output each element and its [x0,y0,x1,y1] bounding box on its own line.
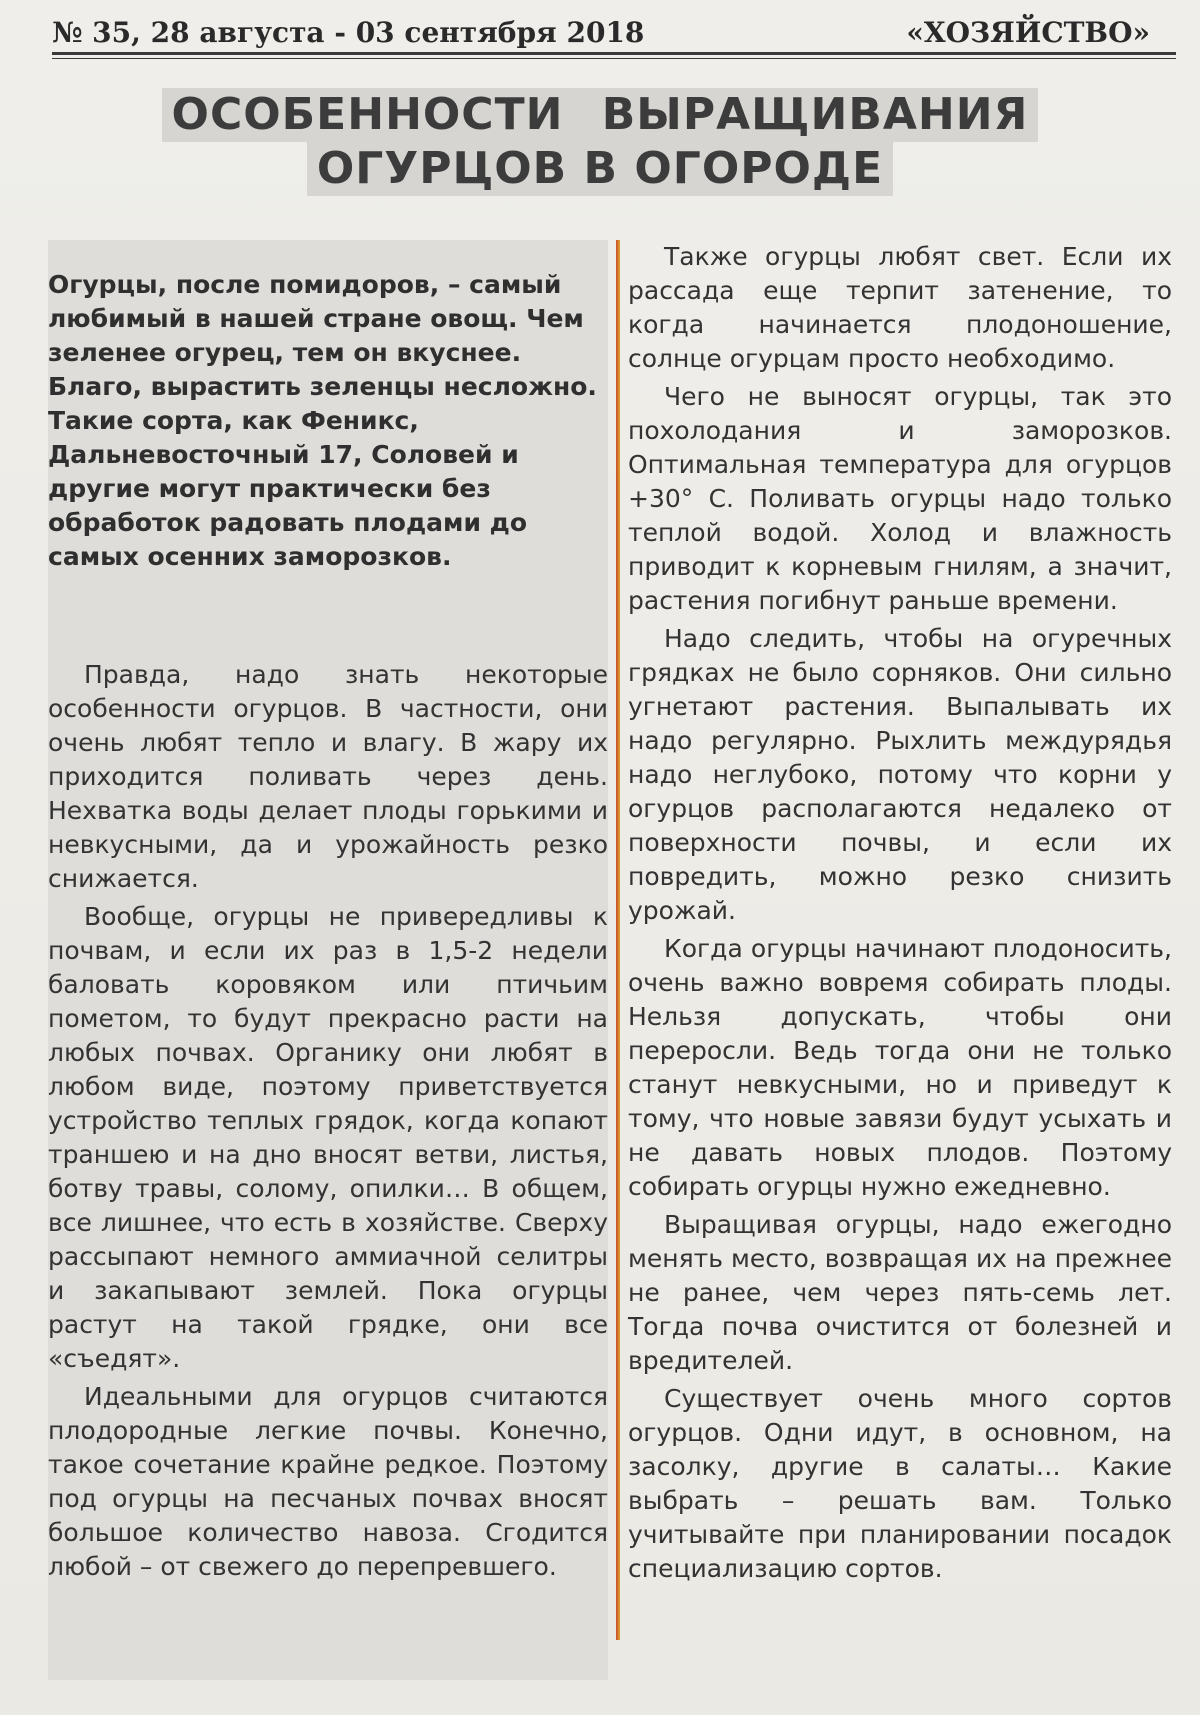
column-divider [616,240,620,1640]
left-body [48,658,608,1588]
page-header [52,12,1150,56]
article-columns [48,240,1172,1680]
paragraph: Надо следить, чтобы на огуречных грядках не было сорняков. Они сильно угнетают растения. Выпалывать их надо регулярно. Рыхлить междурядья надо неглубоко, потому что корни у огурцов располагаются недалеко от поверхности почвы, и если их повредить, можно резко снизить урожай. [628,624,1172,925]
paragraph: Выращивая огурцы, надо ежегодно менять место, возвращая их на прежнее не ранее, чем через пять-семь лет. Тогда почва очистится от болезней и вредителей. [628,1210,1172,1375]
paragraph: Идеальными для огурцов считаются плодородные легкие почвы. Конечно, такое сочетание крайне редкое. Поэтому под огурцы на песчаных почвах вносят большое количество навоза. Сгодится любой – от свежего до перепревшего. [48,1382,608,1581]
issue-info: № 35, 28 августа - 03 сентября 2018 [52,16,645,49]
lead-paragraph: Огурцы, после помидоров, – самый любимый в нашей стране овощ. Чем зеленее огурец, тем он вкуснее. Благо, вырастить зеленцы несложно. Такие сорта, как Феникс, Дальневосточный 17, Соловей и другие могут практически без обработок радовать плодами до самых осенних заморозков. [48,270,597,571]
right-column [628,240,1172,1680]
paragraph: Чего не выносят огурцы, так это похолодания и заморозков. Оптимальная температура для огурцов +30° С. Поливать огурцы надо только теплой водой. Холод и влажность приводит к корневым гнилям, а значит, растения погибнут раньше времени. [628,382,1172,615]
paragraph: Вообще, огурцы не привередливы к почвам, и если их раз в 1,5-2 недели баловать коровяком или птичьим пометом, то будут прекрасно расти на любых почвах. Органику они любят в любом виде, поэтому приветствуется устройство теплых грядок, когда копают траншею и на дно вносят ветви, листья, ботву травы, солому, опилки… В общем, все лишнее, что есть в хозяйстве. Сверху рассыпают немного аммиачной селитры и закапывают землей. Пока огурцы растут на такой грядке, они все «съедят». [48,902,608,1373]
paragraph: Когда огурцы начинают плодоносить, очень важно вовремя собирать плоды. Нельзя допускать, чтобы они переросли. Ведь тогда они не только станут невкусными, но и приведут к тому, что новые завязи будут усыхать и не давать новых плодов. Поэтому собирать огурцы нужно ежедневно. [628,934,1172,1201]
article-title [0,88,1200,196]
header-rule [52,52,1176,55]
newspaper-name: «ХОЗЯЙСТВО» [906,16,1150,49]
paragraph: Также огурцы любят свет. Если их рассада еще терпит затенение, то когда начинается плодоношение, солнце огурцам просто необходимо. [628,242,1172,373]
title-line-2: ОГУРЦОВ В ОГОРОДЕ [307,142,893,196]
paragraph: Существует очень много сортов огурцов. Одни идут, в основном, на засолку, другие в салаты… Какие выбрать – решать вам. Только учитывайте при планировании посадок специализацию сортов. [628,1384,1172,1583]
title-line-1: ОСОБЕННОСТИ ВЫРАЩИВАНИЯ [162,88,1039,142]
header-rule-thin [52,58,1176,59]
right-body [628,240,1172,1590]
paragraph: Правда, надо знать некоторые особенности огурцов. В частности, они очень любят тепло и влагу. В жару их приходится поливать через день. Нехватка воды делает плоды горькими и невкусными, да и урожайность резко снижается. [48,660,608,893]
left-column [48,240,608,1680]
